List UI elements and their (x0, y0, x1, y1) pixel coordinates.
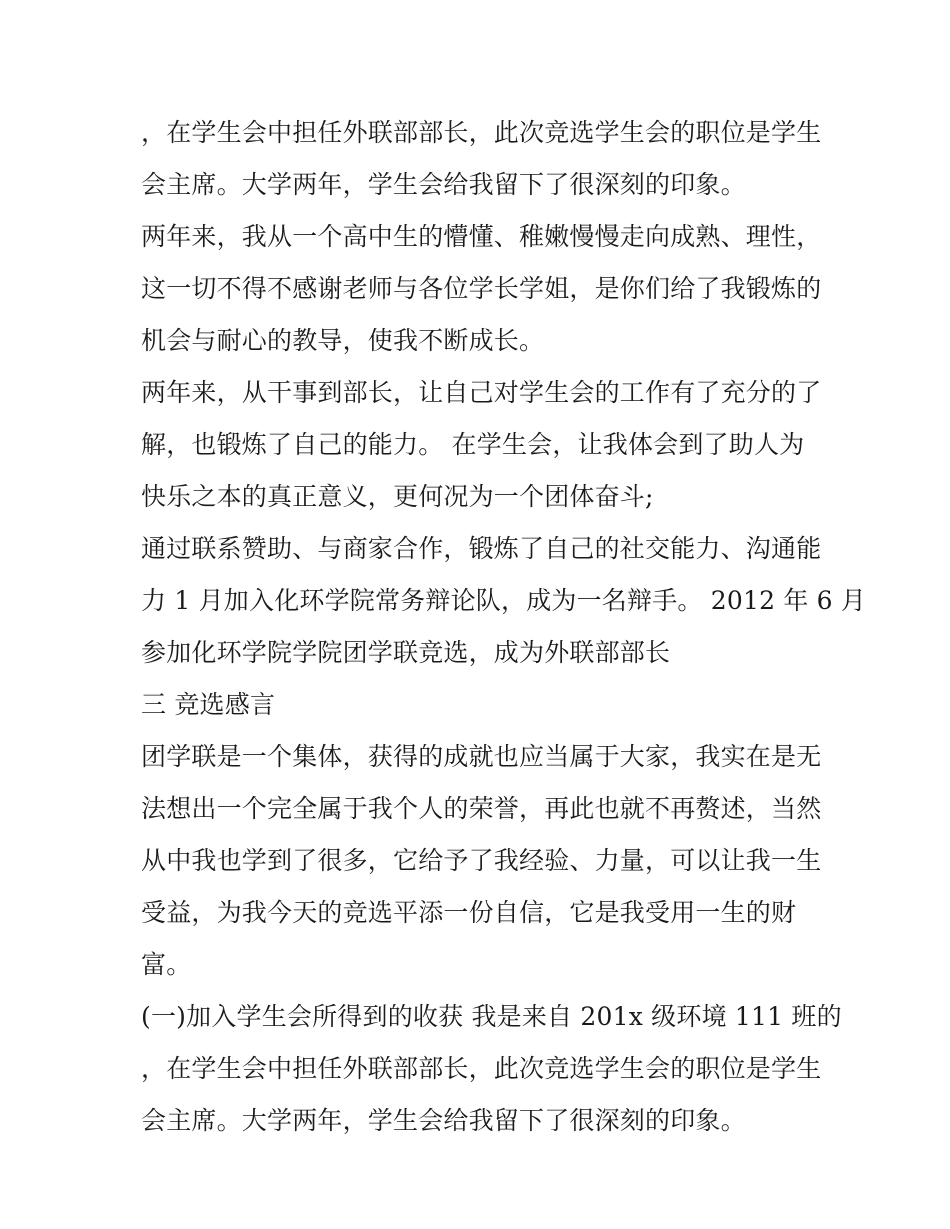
text-line: ，在学生会中担任外联部部长，此次竞选学生会的职位是学生 (141, 118, 822, 147)
text-line: 两年来，从干事到部长，让自己对学生会的工作有了充分的了 (141, 378, 822, 407)
text-line: (一)加入学生会所得到的收获 我是来自 201x 级环境 111 班的 (141, 1002, 842, 1031)
text-line: 力 1 月加入化环学院常务辩论队，成为一名辩手。 2012 年 6 月 (141, 586, 867, 615)
text-line: ，在学生会中担任外联部部长，此次竞选学生会的职位是学生 (141, 1054, 822, 1083)
text-line: 受益，为我今天的竞选平添一份自信，它是我受用一生的财 (141, 898, 797, 927)
text-line: 机会与耐心的教导，使我不断成长。 (141, 326, 545, 355)
text-line: 这一切不得不感谢老师与各位学长学姐，是你们给了我锻炼的 (141, 274, 822, 303)
text-line: 团学联是一个集体，获得的成就也应当属于大家，我实在是无 (141, 742, 822, 771)
text-line: 快乐之本的真正意义，更何况为一个团体奋斗; (141, 482, 654, 511)
text-line: 通过联系赞助、与商家合作，锻炼了自己的社交能力、沟通能 (141, 534, 822, 563)
text-line: 法想出一个完全属于我个人的荣誉，再此也就不再赘述，当然 (141, 794, 822, 823)
text-line: 两年来，我从一个高中生的懵懂、稚嫩慢慢走向成熟、理性， (141, 222, 822, 251)
text-line: 解，也锻炼了自己的能力。 在学生会，让我体会到了助人为 (141, 430, 805, 459)
section-heading: 三 竞选感言 (141, 690, 276, 719)
text-line: 会主席。大学两年，学生会给我留下了很深刻的印象。 (141, 1106, 746, 1135)
text-line: 会主席。大学两年，学生会给我留下了很深刻的印象。 (141, 170, 746, 199)
document-body (141, 107, 867, 1147)
text-line: 参加化环学院学院团学联竞选，成为外联部部长 (141, 638, 671, 667)
text-line: 富。 (141, 950, 192, 979)
text-line: 从中我也学到了很多，它给予了我经验、力量，可以让我一生 (141, 846, 822, 875)
